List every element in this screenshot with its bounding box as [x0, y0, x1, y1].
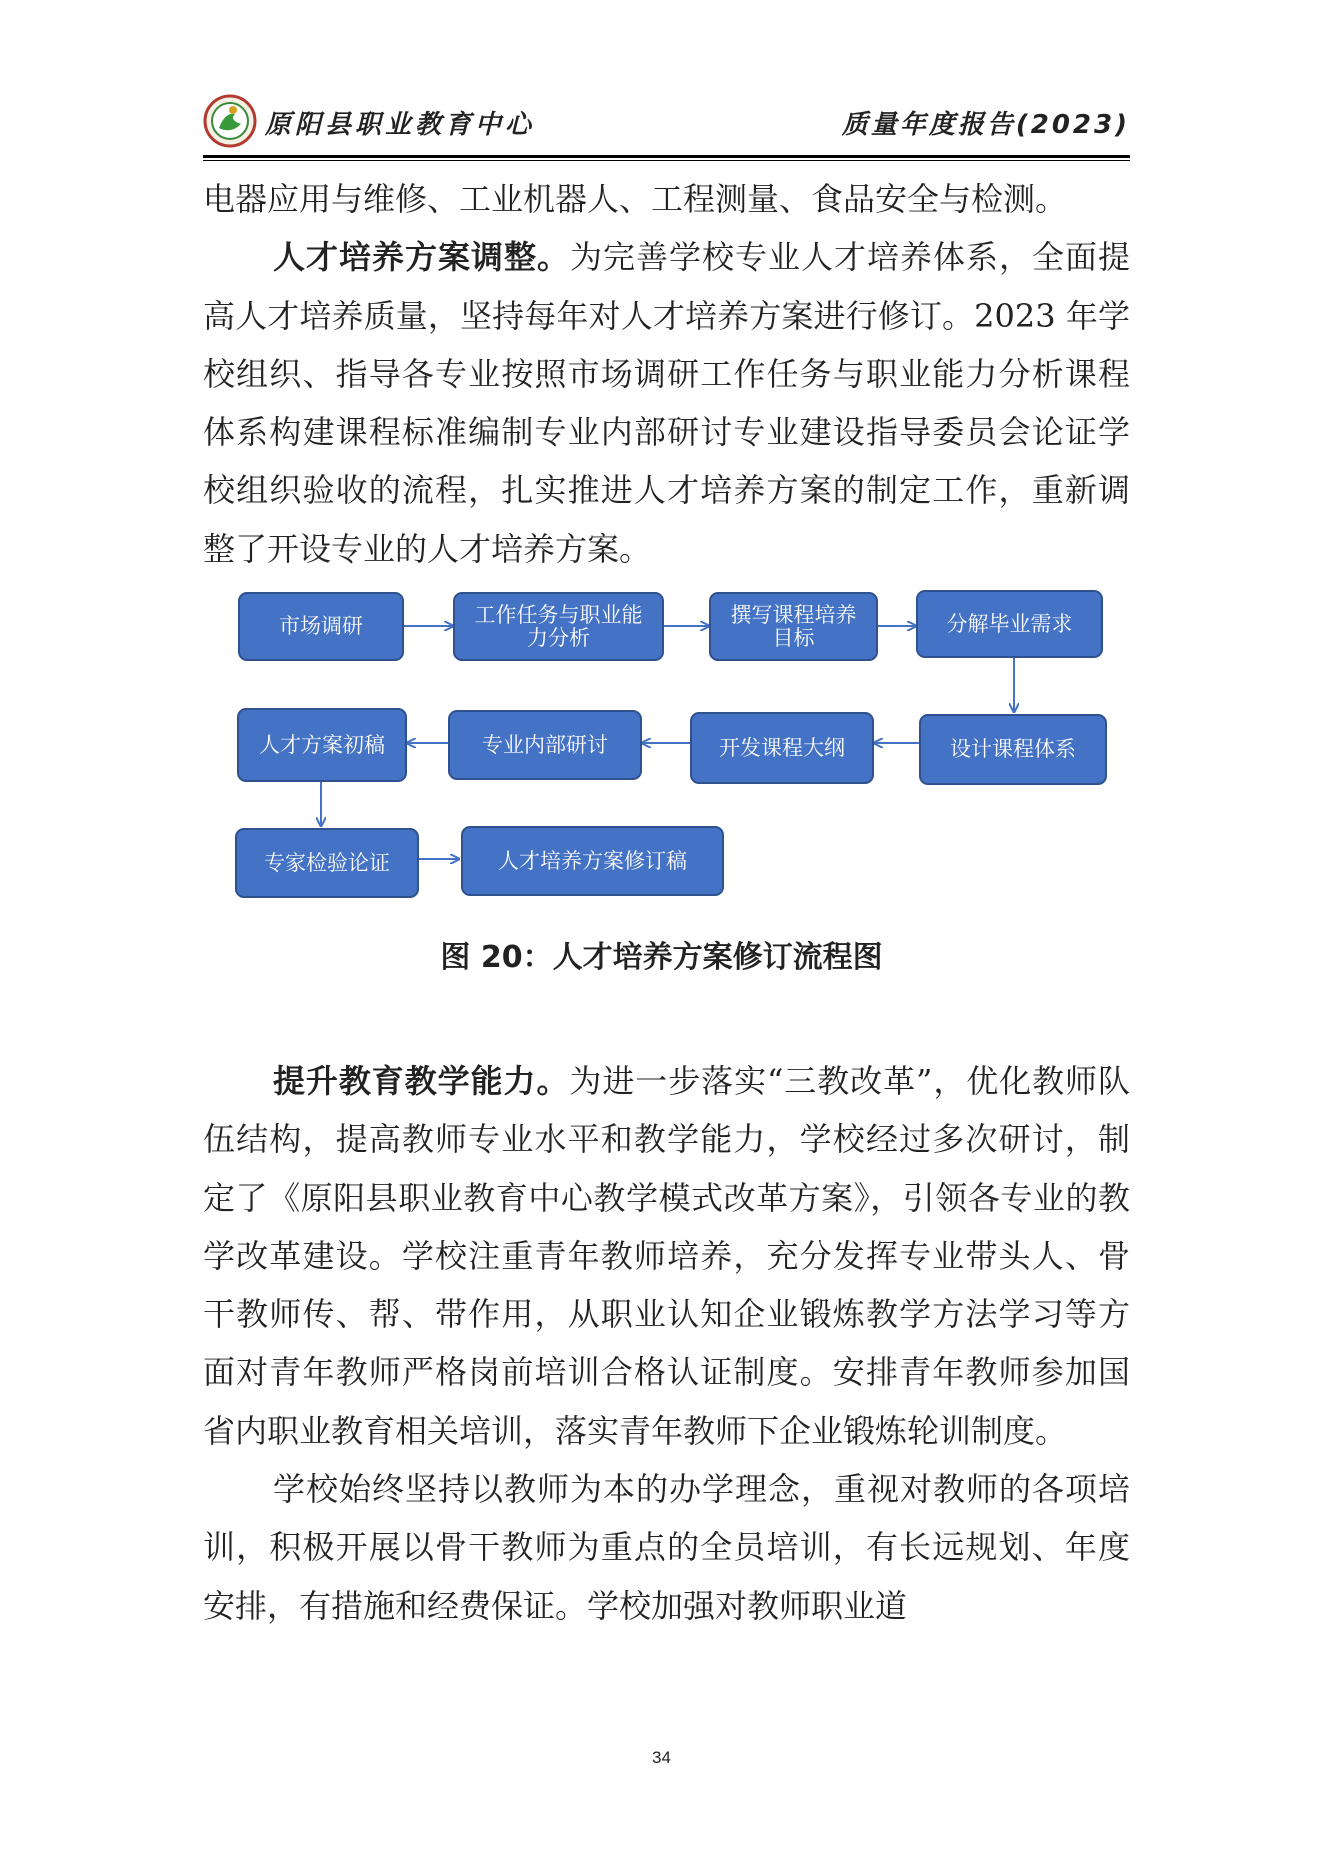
page-header: [203, 92, 1130, 154]
page-number: 34: [652, 1748, 671, 1767]
flow-step-syllabus-development: 开发课程大纲: [690, 712, 874, 784]
school-logo-icon: [203, 94, 257, 148]
flow-step-expert-review: 专家检验论证: [235, 828, 419, 898]
flow-step-draft-plan: 人才方案初稿: [237, 708, 407, 782]
figure-caption: 图 20：人才培养方案修订流程图: [440, 940, 883, 975]
paragraph-body: 为进一步落实“三教改革”，优化教师队伍结构，提高教师专业水平和教学能力，学校经过多次研讨，制定了《原阳县职业教育中心教学模式改革方案》，引领各专业的教学改革建设。学校注重青年教师培养，充分发挥专业带头人、骨干教师传、帮、带作用，从职业认知企业锻炼教学方法学习等方面对青年教师严格岗前培训合格认证制度。安排青年教师参加国省内职业教育相关培训，落实青年教师下企业锻炼轮训制度。: [203, 1062, 1130, 1450]
school-name: 原阳县职业教育中心: [265, 110, 536, 140]
header-rule-thick: [203, 155, 1130, 158]
header-rule-thin: [203, 160, 1130, 161]
text-block-top: [203, 170, 1130, 578]
flow-step-task-analysis: 工作任务与职业能力分析: [453, 592, 664, 661]
paragraph-majors: 电器应用与维修、工业机器人、工程测量、食品安全与检测。: [203, 180, 1068, 218]
paragraph-teaching-ability: [203, 1052, 1130, 1460]
text-block-bottom: [203, 1052, 1130, 1635]
paragraph-body: 为完善学校专业人才培养体系，全面提高人才培养质量，坚持每年对人才培养方案进行修订。2023 年学校组织、指导各专业按照市场调研工作任务与职业能力分析课程体系构建课程标准编制专业内部研讨专业建设指导委员会论证学校组织验收的流程，扎实推进人才培养方案的制定工作，重新调整了开设专业的人才培养方案。: [203, 238, 1130, 568]
paragraph-heading: 人才培养方案调整。: [273, 238, 570, 277]
report-title: 质量年度报告(2023): [841, 110, 1130, 140]
flow-step-internal-discussion: 专业内部研讨: [448, 710, 642, 780]
paragraph-teacher-training: 学校始终坚持以教师为本的办学理念，重视对教师的各项培训，积极开展以骨干教师为重点的全员培训，有长远规划、年度安排，有措施和经费保证。学校加强对教师职业道: [203, 1470, 1130, 1625]
flow-step-market-research: 市场调研: [238, 592, 404, 661]
flow-step-graduation-requirements: 分解毕业需求: [916, 590, 1103, 658]
flow-step-revised-plan: 人才培养方案修订稿: [461, 826, 724, 896]
paragraph-heading: 提升教育教学能力。: [273, 1062, 570, 1100]
flow-step-course-objectives: 撰写课程培养目标: [709, 592, 878, 661]
flow-step-curriculum-design: 设计课程体系: [919, 714, 1107, 785]
paragraph-plan-adjustment: [203, 228, 1130, 578]
